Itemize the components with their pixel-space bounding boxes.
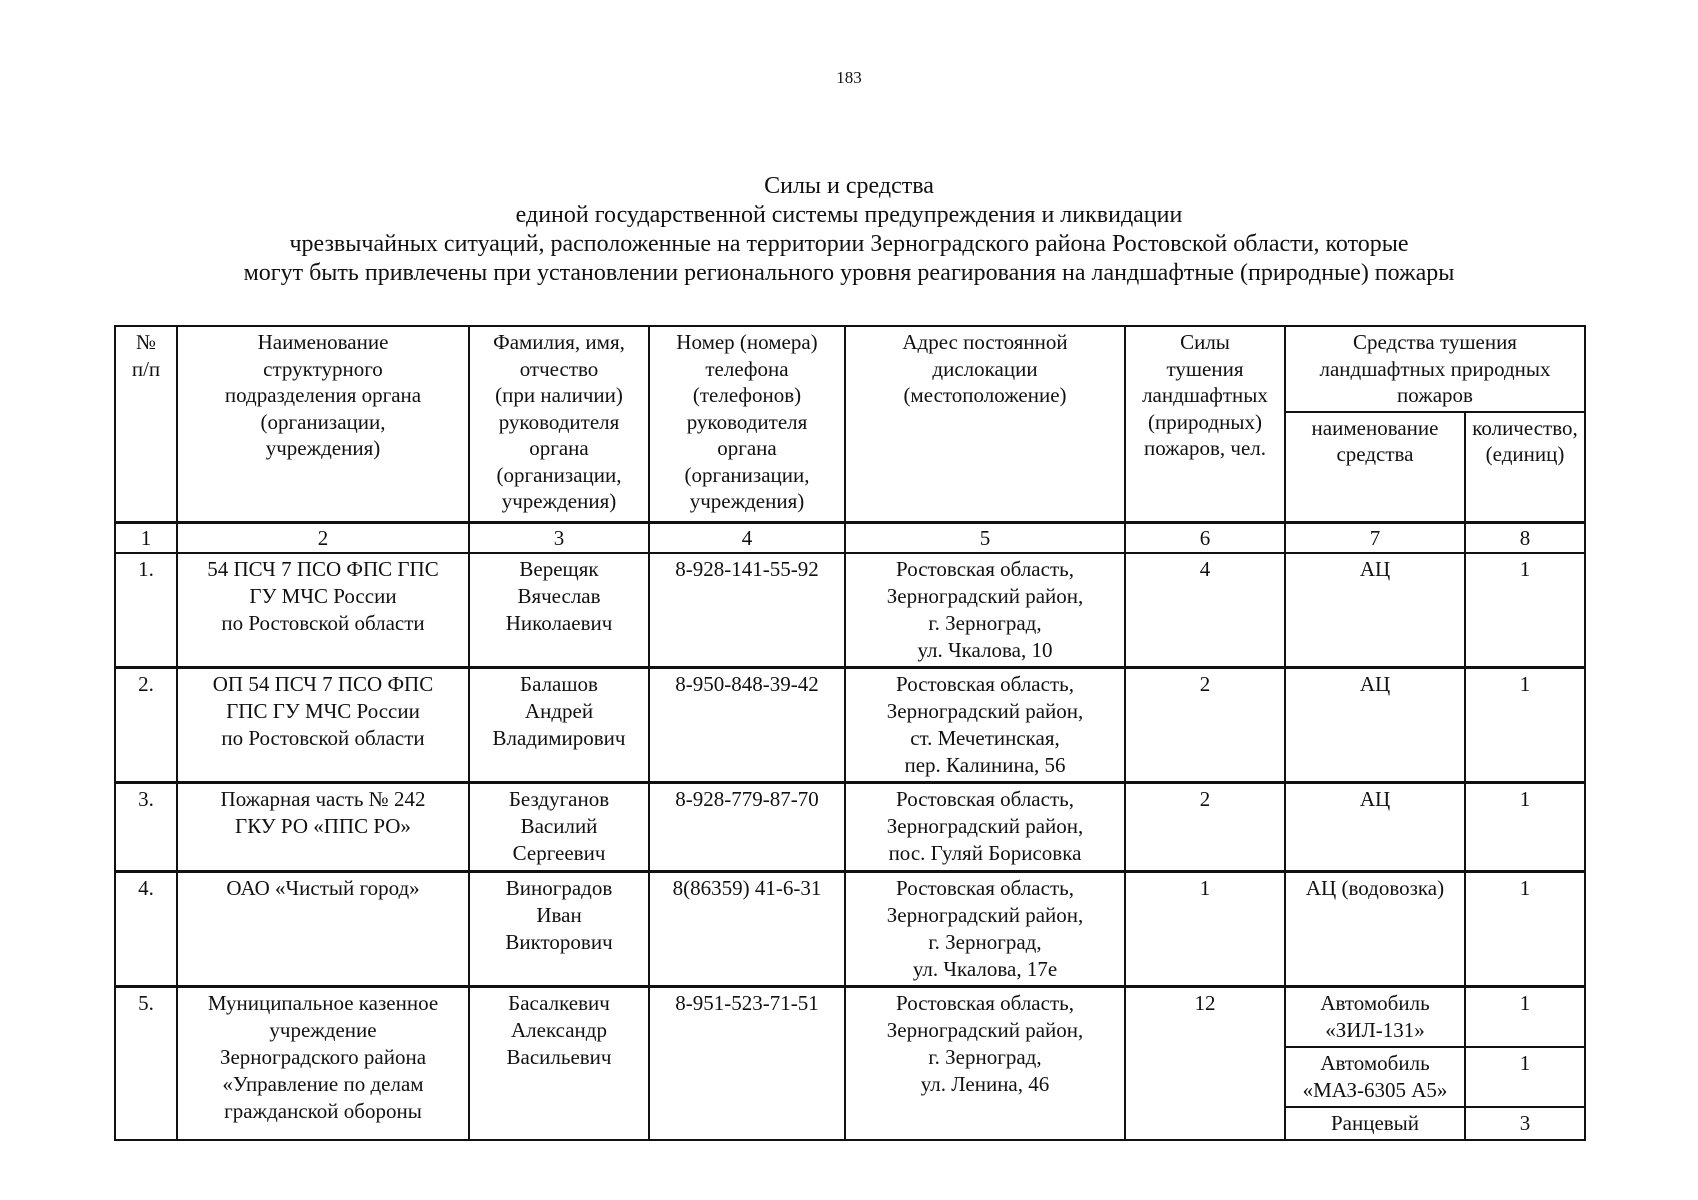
row-address: Ростовская область, Зерноградский район, г. Зерноград, ул. Чкалова, 17е bbox=[845, 871, 1125, 986]
row-means-count: 1 bbox=[1465, 871, 1585, 986]
title-line: Силы и средства bbox=[764, 173, 934, 199]
row-address: Ростовская область, Зерноградский район, г. Зерноград, ул. Чкалова, 10 bbox=[845, 553, 1125, 668]
header-head: Фамилия, имя, отчество (при наличии) руководителя органа (организации, учреждения) bbox=[469, 326, 649, 522]
row-unit: Муниципальное казенное учреждение Зерноградского района «Управление по делам гражданской обороны bbox=[177, 986, 469, 1140]
row-means-name: Автомобиль «ЗИЛ-131» bbox=[1285, 986, 1465, 1047]
forces-table bbox=[114, 325, 1586, 1141]
row-forces: 4 bbox=[1125, 553, 1285, 668]
table-body bbox=[115, 522, 1585, 1140]
row-means-name: АЦ bbox=[1285, 667, 1465, 782]
row-means-count: 1 bbox=[1465, 553, 1585, 668]
column-number: 2 bbox=[177, 522, 469, 553]
row-address: Ростовская область, Зерноградский район, ст. Мечетинская, пер. Калинина, 56 bbox=[845, 667, 1125, 782]
document-title bbox=[0, 172, 1698, 288]
row-num: 1. bbox=[115, 553, 177, 668]
table-row bbox=[115, 986, 1585, 1047]
row-forces: 2 bbox=[1125, 667, 1285, 782]
row-unit: 54 ПСЧ 7 ПСО ФПС ГПС ГУ МЧС России по Ростовской области bbox=[177, 553, 469, 668]
column-number: 1 bbox=[115, 522, 177, 553]
column-number: 7 bbox=[1285, 522, 1465, 553]
row-head: Виноградов Иван Викторович bbox=[469, 871, 649, 986]
row-address: Ростовская область, Зерноградский район, г. Зерноград, ул. Ленина, 46 bbox=[845, 986, 1125, 1140]
row-num: 2. bbox=[115, 667, 177, 782]
header-address: Адрес постоянной дислокации (местоположение) bbox=[845, 326, 1125, 522]
row-means-count: 3 bbox=[1465, 1107, 1585, 1140]
column-number: 8 bbox=[1465, 522, 1585, 553]
header-unit: Наименование структурного подразделения органа (организации, учреждения) bbox=[177, 326, 469, 522]
table-row bbox=[115, 782, 1585, 871]
row-forces: 12 bbox=[1125, 986, 1285, 1140]
row-forces: 1 bbox=[1125, 871, 1285, 986]
row-num: 4. bbox=[115, 871, 177, 986]
header-num: № п/п bbox=[115, 326, 177, 522]
row-means-count: 1 bbox=[1465, 1047, 1585, 1107]
column-number: 3 bbox=[469, 522, 649, 553]
header-means-name: наименование средства bbox=[1285, 412, 1465, 523]
column-number: 6 bbox=[1125, 522, 1285, 553]
row-head: Бездуганов Василий Сергеевич bbox=[469, 782, 649, 871]
title-line: единой государственной системы предупреждения и ликвидации bbox=[515, 202, 1183, 228]
row-means-name: АЦ bbox=[1285, 782, 1465, 871]
page-number: 183 bbox=[836, 68, 862, 87]
header-means-count: количество, (единиц) bbox=[1465, 412, 1585, 523]
column-number: 4 bbox=[649, 522, 845, 553]
row-unit: ОП 54 ПСЧ 7 ПСО ФПС ГПС ГУ МЧС России по Ростовской области bbox=[177, 667, 469, 782]
row-means-name: АЦ bbox=[1285, 553, 1465, 668]
table-row bbox=[115, 871, 1585, 986]
row-phone: 8-928-779-87-70 bbox=[649, 782, 845, 871]
row-means-name: Автомобиль «МАЗ-6305 А5» bbox=[1285, 1047, 1465, 1107]
title-line: могут быть привлечены при установлении регионального уровня реагирования на ландшафтные (природные) пожары bbox=[243, 260, 1455, 286]
title-line: чрезвычайных ситуаций, расположенные на территории Зерноградского района Ростовской области, которые bbox=[289, 231, 1409, 257]
row-head: Верещяк Вячеслав Николаевич bbox=[469, 553, 649, 668]
column-number: 5 bbox=[845, 522, 1125, 553]
row-means-name: АЦ (водовозка) bbox=[1285, 871, 1465, 986]
table-row bbox=[115, 667, 1585, 782]
row-means-count: 1 bbox=[1465, 782, 1585, 871]
row-phone: 8-950-848-39-42 bbox=[649, 667, 845, 782]
row-unit: ОАО «Чистый город» bbox=[177, 871, 469, 986]
row-means-count: 1 bbox=[1465, 986, 1585, 1047]
column-numbers-row bbox=[115, 522, 1585, 553]
row-address: Ростовская область, Зерноградский район, пос. Гуляй Борисовка bbox=[845, 782, 1125, 871]
row-head: Балашов Андрей Владимирович bbox=[469, 667, 649, 782]
header-forces: Силы тушения ландшафтных (природных) пожаров, чел. bbox=[1125, 326, 1285, 522]
row-phone: 8(86359) 41-6-31 bbox=[649, 871, 845, 986]
row-head: Басалкевич Александр Васильевич bbox=[469, 986, 649, 1140]
table-row bbox=[115, 553, 1585, 668]
header-means: Средства тушения ландшафтных природных пожаров bbox=[1285, 326, 1585, 412]
row-means-count: 1 bbox=[1465, 667, 1585, 782]
header-phone: Номер (номера) телефона (телефонов) руководителя органа (организации, учреждения) bbox=[649, 326, 845, 522]
row-num: 5. bbox=[115, 986, 177, 1140]
row-unit: Пожарная часть № 242 ГКУ РО «ППС РО» bbox=[177, 782, 469, 871]
row-forces: 2 bbox=[1125, 782, 1285, 871]
row-phone: 8-951-523-71-51 bbox=[649, 986, 845, 1140]
row-means-name: Ранцевый bbox=[1285, 1107, 1465, 1140]
row-phone: 8-928-141-55-92 bbox=[649, 553, 845, 668]
row-num: 3. bbox=[115, 782, 177, 871]
